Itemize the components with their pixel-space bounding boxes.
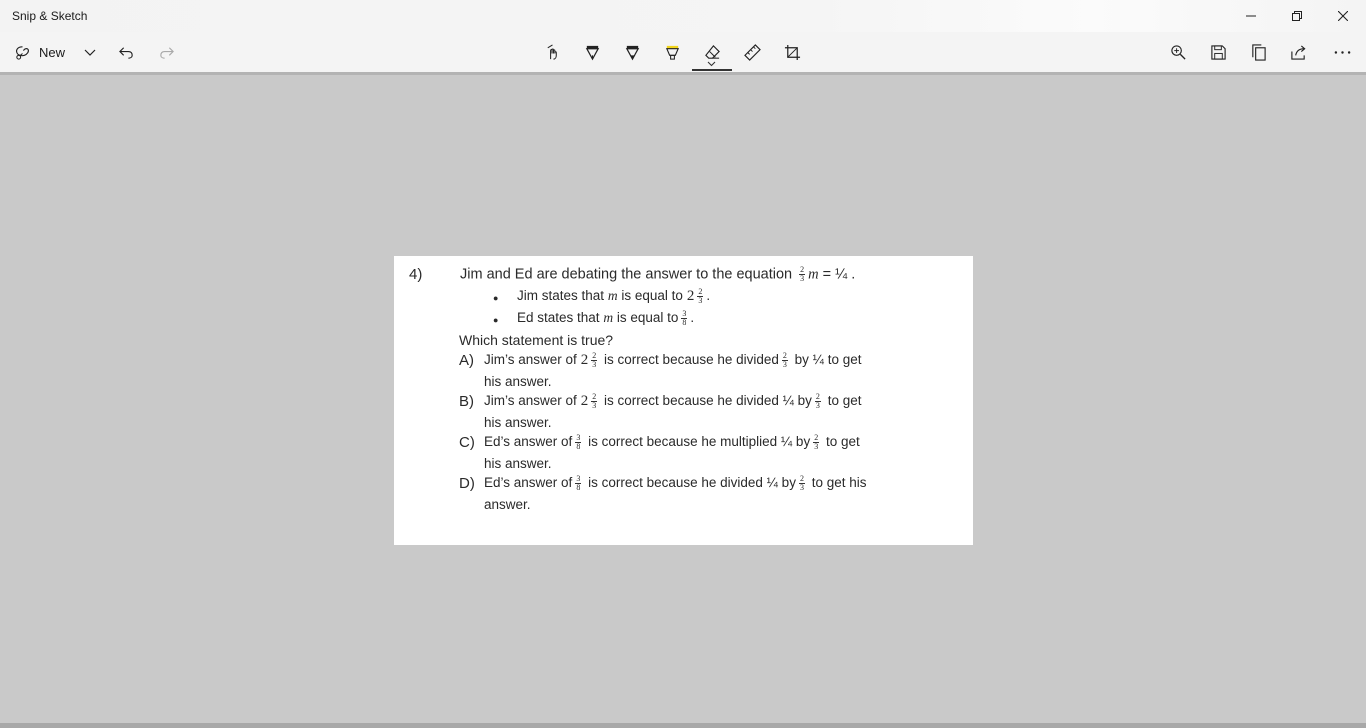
toolbar bbox=[0, 32, 1366, 72]
bullet-dot: ● bbox=[493, 315, 499, 325]
option-letter: C) bbox=[459, 434, 475, 451]
share-button[interactable] bbox=[1286, 32, 1310, 72]
restore-icon bbox=[1292, 11, 1302, 21]
app-title: Snip & Sketch bbox=[12, 9, 88, 23]
option-letter: D) bbox=[459, 475, 475, 492]
pencil-icon bbox=[624, 44, 641, 61]
option-c: Ed’s answer of $\frac{3}{8}$ is correct because he multiplied ¼ by $\frac{2}{3}$ to get bbox=[484, 433, 860, 451]
save-button[interactable] bbox=[1206, 32, 1230, 72]
snip-image[interactable] bbox=[394, 256, 973, 545]
active-tool-indicator bbox=[692, 69, 732, 71]
question-prompt: Which statement is true? bbox=[459, 332, 614, 348]
new-snip-button[interactable] bbox=[12, 32, 72, 72]
new-snip-icon bbox=[14, 44, 31, 61]
highlighter-button[interactable] bbox=[660, 32, 684, 72]
zoom-button[interactable] bbox=[1166, 32, 1190, 72]
close-icon bbox=[1338, 11, 1348, 21]
ruler-button[interactable] bbox=[740, 32, 764, 72]
close-button[interactable] bbox=[1320, 0, 1366, 32]
question-text: Jim and Ed are debating the answer to the equation $\frac{2}{3}$ m = ¼ . bbox=[460, 265, 856, 283]
option-letter: B) bbox=[459, 393, 474, 410]
touch-writing-icon bbox=[544, 44, 561, 61]
bullet-ed: Ed states that m is equal to $\frac{3}{8}$ . bbox=[517, 309, 695, 327]
eraser-icon bbox=[704, 44, 721, 61]
title-bar bbox=[0, 0, 1366, 32]
copy-icon bbox=[1250, 44, 1267, 61]
crop-button[interactable] bbox=[780, 32, 804, 72]
highlighter-icon bbox=[664, 44, 681, 61]
equation-fraction: $\frac{2}{3}$ bbox=[800, 265, 805, 283]
option-b: Jim’s answer of 2 $\frac{2}{3}$ is correct because he divided ¼ by $\frac{2}{3}$ to get bbox=[484, 392, 862, 410]
crop-icon bbox=[784, 44, 801, 61]
restore-button[interactable] bbox=[1274, 0, 1320, 32]
option-a-continuation: his answer. bbox=[484, 374, 552, 389]
bottom-edge bbox=[0, 723, 1366, 728]
minimize-button[interactable] bbox=[1228, 0, 1274, 32]
zoom-icon bbox=[1170, 44, 1187, 61]
share-icon bbox=[1290, 44, 1307, 61]
copy-button[interactable] bbox=[1246, 32, 1270, 72]
bullet-dot: ● bbox=[493, 293, 499, 303]
new-label: New bbox=[39, 44, 66, 60]
option-c-continuation: his answer. bbox=[484, 456, 552, 471]
chevron-down-icon bbox=[84, 46, 96, 58]
question-number: 4) bbox=[409, 266, 423, 283]
touch-writing-button[interactable] bbox=[540, 32, 564, 72]
save-icon bbox=[1210, 44, 1227, 61]
option-d: Ed’s answer of $\frac{3}{8}$ is correct because he divided ¼ by $\frac{2}{3}$ to get his bbox=[484, 474, 867, 492]
option-letter: A) bbox=[459, 352, 474, 369]
pencil-button[interactable] bbox=[620, 32, 644, 72]
eraser-options-chevron-icon[interactable] bbox=[707, 61, 716, 67]
new-dropdown-button[interactable] bbox=[80, 32, 100, 72]
minimize-icon bbox=[1246, 11, 1256, 21]
option-b-continuation: his answer. bbox=[484, 415, 552, 430]
see-more-button[interactable] bbox=[1328, 32, 1356, 72]
ballpoint-pen-icon bbox=[584, 44, 601, 61]
more-icon bbox=[1334, 44, 1351, 61]
ruler-icon bbox=[744, 44, 761, 61]
option-d-continuation: answer. bbox=[484, 497, 531, 512]
option-a: Jim’s answer of 2 $\frac{2}{3}$ is correct because he divided $\frac{2}{3}$ by ¼ to get bbox=[484, 351, 862, 369]
bullet-jim: Jim states that m is equal to 2 $\frac{2}{3}$ . bbox=[517, 287, 711, 305]
ballpoint-pen-button[interactable] bbox=[580, 32, 604, 72]
undo-button[interactable] bbox=[114, 32, 138, 72]
undo-icon bbox=[118, 44, 135, 61]
redo-icon bbox=[158, 44, 175, 61]
redo-button[interactable] bbox=[154, 32, 178, 72]
